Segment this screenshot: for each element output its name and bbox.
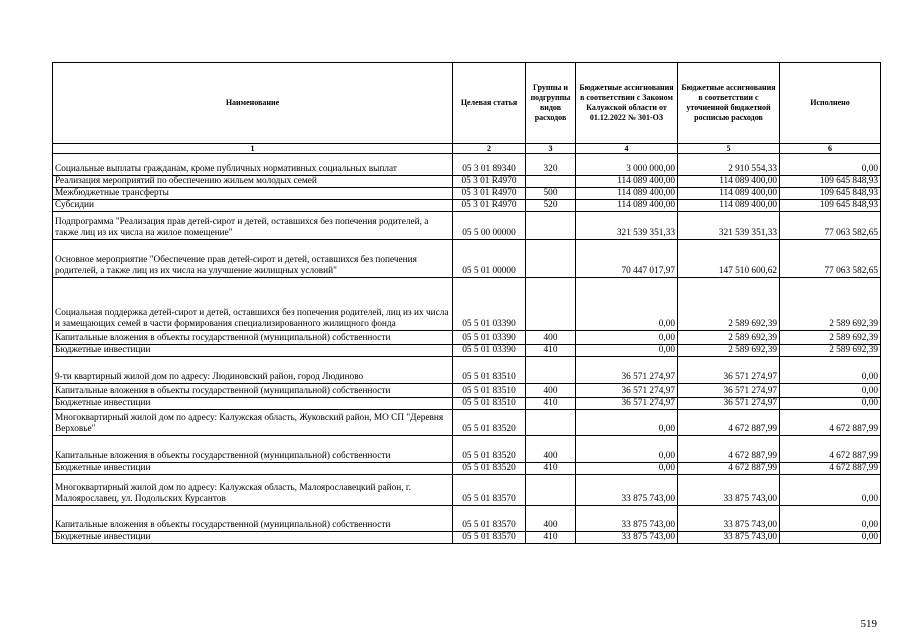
row-law-amount: 0,00 [576, 331, 678, 345]
row-refined-amount: 4 672 887,99 [678, 436, 780, 463]
row-group-code: 410 [526, 345, 576, 357]
row-law-amount: 33 875 743,00 [576, 506, 678, 532]
row-refined-amount: 4 672 887,99 [678, 410, 780, 436]
row-name: Капитальные вложения в объекты государственной (муниципальной) собственности [53, 436, 453, 463]
row-refined-amount: 2 589 692,39 [678, 278, 780, 331]
row-executed-amount: 0,00 [780, 506, 881, 532]
row-law-amount: 70 447 017,97 [576, 240, 678, 278]
row-group-code: 400 [526, 436, 576, 463]
row-executed-amount: 77 063 582,65 [780, 240, 881, 278]
row-executed-amount: 4 672 887,99 [780, 436, 881, 463]
row-name: Бюджетные инвестиции [53, 398, 453, 410]
row-refined-amount: 4 672 887,99 [678, 463, 780, 475]
table-row [53, 357, 881, 384]
table-row [53, 331, 881, 345]
row-executed-amount: 2 589 692,39 [780, 331, 881, 345]
row-refined-amount: 2 910 554,33 [678, 154, 780, 176]
row-law-amount: 0,00 [576, 410, 678, 436]
row-name: Субсидии [53, 200, 453, 212]
row-refined-amount: 114 089 400,00 [678, 200, 780, 212]
row-group-code: 500 [526, 188, 576, 200]
row-target-code: 05 5 01 03390 [453, 331, 526, 345]
row-target-code: 05 5 01 83570 [453, 532, 526, 544]
row-target-code: 05 5 01 03390 [453, 345, 526, 357]
row-law-amount: 3 000 000,00 [576, 154, 678, 176]
row-name: Многоквартирный жилой дом по адресу: Калужская область, Жуковский район, МО СП "Деревня Верховье" [53, 410, 453, 436]
row-group-code: 320 [526, 154, 576, 176]
row-refined-amount: 36 571 274,97 [678, 357, 780, 384]
row-executed-amount: 2 589 692,39 [780, 345, 881, 357]
row-name: Бюджетные инвестиции [53, 532, 453, 544]
table-row [53, 436, 881, 463]
row-law-amount: 0,00 [576, 463, 678, 475]
row-group-code: 410 [526, 532, 576, 544]
row-name: Бюджетные инвестиции [53, 345, 453, 357]
row-refined-amount: 33 875 743,00 [678, 475, 780, 506]
colnum-5: 5 [678, 144, 780, 154]
row-group-code: 400 [526, 384, 576, 398]
row-executed-amount: 0,00 [780, 532, 881, 544]
row-executed-amount: 0,00 [780, 154, 881, 176]
row-refined-amount: 114 089 400,00 [678, 188, 780, 200]
row-target-code: 05 5 01 83510 [453, 384, 526, 398]
budget-table [52, 62, 881, 544]
row-refined-amount: 114 089 400,00 [678, 176, 780, 188]
row-law-amount: 114 089 400,00 [576, 176, 678, 188]
row-refined-amount: 36 571 274,97 [678, 384, 780, 398]
table-row [53, 200, 881, 212]
row-executed-amount: 0,00 [780, 357, 881, 384]
table-row [53, 398, 881, 410]
row-law-amount: 114 089 400,00 [576, 200, 678, 212]
row-refined-amount: 2 589 692,39 [678, 345, 780, 357]
table-row [53, 384, 881, 398]
row-law-amount: 0,00 [576, 436, 678, 463]
colnum-6: 6 [780, 144, 881, 154]
row-name: Капитальные вложения в объекты государственной (муниципальной) собственности [53, 331, 453, 345]
row-target-code: 05 5 01 83520 [453, 463, 526, 475]
row-group-code: 400 [526, 331, 576, 345]
row-target-code: 05 5 01 03390 [453, 278, 526, 331]
header-target: Целевая статья [453, 63, 526, 144]
row-law-amount: 321 539 351,33 [576, 212, 678, 240]
table-row [53, 154, 881, 176]
page-number: 519 [860, 618, 877, 630]
table-row [53, 463, 881, 475]
row-target-code: 05 3 01 R4970 [453, 188, 526, 200]
row-target-code: 05 3 01 89340 [453, 154, 526, 176]
row-target-code: 05 5 01 83510 [453, 398, 526, 410]
row-name: 9-ти квартирный жилой дом по адресу: Людиновский район, город Людиново [53, 357, 453, 384]
row-name: Капитальные вложения в объекты государственной (муниципальной) собственности [53, 506, 453, 532]
row-name: Подпрограмма "Реализация прав детей-сирот и детей, оставшихся без попечения родителей, а также лиц из их числа на жилое помещение" [53, 212, 453, 240]
header-law: Бюджетные ассигнования в соответствии с Законом Калужской области от 01.12.2022 № 301-ОЗ [576, 63, 678, 144]
row-group-code [526, 357, 576, 384]
row-name: Многоквартирный жилой дом по адресу: Калужская область, Малоярославецкий район, г. Малоярославец, ул. Подольских Курсантов [53, 475, 453, 506]
header-row [53, 63, 881, 144]
row-group-code [526, 176, 576, 188]
row-executed-amount: 0,00 [780, 384, 881, 398]
colnum-4: 4 [576, 144, 678, 154]
row-group-code: 520 [526, 200, 576, 212]
row-refined-amount: 2 589 692,39 [678, 331, 780, 345]
row-executed-amount: 109 645 848,93 [780, 176, 881, 188]
row-law-amount: 114 089 400,00 [576, 188, 678, 200]
row-name: Капитальные вложения в объекты государственной (муниципальной) собственности [53, 384, 453, 398]
row-refined-amount: 321 539 351,33 [678, 212, 780, 240]
row-target-code: 05 5 01 83570 [453, 475, 526, 506]
row-executed-amount: 0,00 [780, 398, 881, 410]
colnum-1: 1 [53, 144, 453, 154]
row-executed-amount: 109 645 848,93 [780, 188, 881, 200]
table-row [53, 176, 881, 188]
row-executed-amount: 109 645 848,93 [780, 200, 881, 212]
table-row [53, 188, 881, 200]
row-group-code [526, 475, 576, 506]
row-law-amount: 36 571 274,97 [576, 398, 678, 410]
row-name: Социальные выплаты гражданам, кроме публичных нормативных социальных выплат [53, 154, 453, 176]
row-executed-amount: 4 672 887,99 [780, 463, 881, 475]
row-refined-amount: 33 875 743,00 [678, 532, 780, 544]
row-name: Межбюджетные трансферты [53, 188, 453, 200]
row-executed-amount: 77 063 582,65 [780, 212, 881, 240]
row-target-code: 05 5 01 83520 [453, 410, 526, 436]
row-target-code: 05 5 01 83510 [453, 357, 526, 384]
row-target-code: 05 3 01 R4970 [453, 176, 526, 188]
row-group-code [526, 410, 576, 436]
column-number-row [53, 144, 881, 154]
row-target-code: 05 5 01 83570 [453, 506, 526, 532]
row-target-code: 05 3 01 R4970 [453, 200, 526, 212]
row-law-amount: 36 571 274,97 [576, 357, 678, 384]
row-group-code [526, 240, 576, 278]
row-group-code: 410 [526, 398, 576, 410]
row-refined-amount: 36 571 274,97 [678, 398, 780, 410]
table-row [53, 212, 881, 240]
header-name: Наименование [53, 63, 453, 144]
row-refined-amount: 147 510 600,62 [678, 240, 780, 278]
header-refined: Бюджетные ассигнования в соответствии с уточненной бюджетной росписью расходов [678, 63, 780, 144]
row-law-amount: 33 875 743,00 [576, 532, 678, 544]
table-row [53, 475, 881, 506]
row-group-code [526, 212, 576, 240]
row-executed-amount: 0,00 [780, 475, 881, 506]
row-law-amount: 0,00 [576, 345, 678, 357]
table-row [53, 345, 881, 357]
table-row [53, 240, 881, 278]
row-executed-amount: 4 672 887,99 [780, 410, 881, 436]
header-executed: Исполнено [780, 63, 881, 144]
colnum-2: 2 [453, 144, 526, 154]
table-row [53, 410, 881, 436]
row-target-code: 05 5 00 00000 [453, 212, 526, 240]
row-group-code: 410 [526, 463, 576, 475]
row-name: Основное мероприятие "Обеспечение прав детей-сирот и детей, оставшихся без попечения родителей, а также лиц из их числа на улучшение жилищных условий" [53, 240, 453, 278]
row-law-amount: 33 875 743,00 [576, 475, 678, 506]
header-groups: Группы и подгруппы видов расходов [526, 63, 576, 144]
table-row [53, 506, 881, 532]
table-row [53, 278, 881, 331]
row-name: Бюджетные инвестиции [53, 463, 453, 475]
row-group-code [526, 278, 576, 331]
row-law-amount: 0,00 [576, 278, 678, 331]
row-target-code: 05 5 01 00000 [453, 240, 526, 278]
row-group-code: 400 [526, 506, 576, 532]
row-name: Социальная поддержка детей-сирот и детей, оставшихся без попечения родителей, лиц из их числа и замещающих семей в части формирования специализированного жилищного фонда [53, 278, 453, 331]
table-row [53, 532, 881, 544]
row-law-amount: 36 571 274,97 [576, 384, 678, 398]
row-name: Реализация мероприятий по обеспечению жильем молодых семей [53, 176, 453, 188]
row-refined-amount: 33 875 743,00 [678, 506, 780, 532]
row-target-code: 05 5 01 83520 [453, 436, 526, 463]
row-executed-amount: 2 589 692,39 [780, 278, 881, 331]
colnum-3: 3 [526, 144, 576, 154]
